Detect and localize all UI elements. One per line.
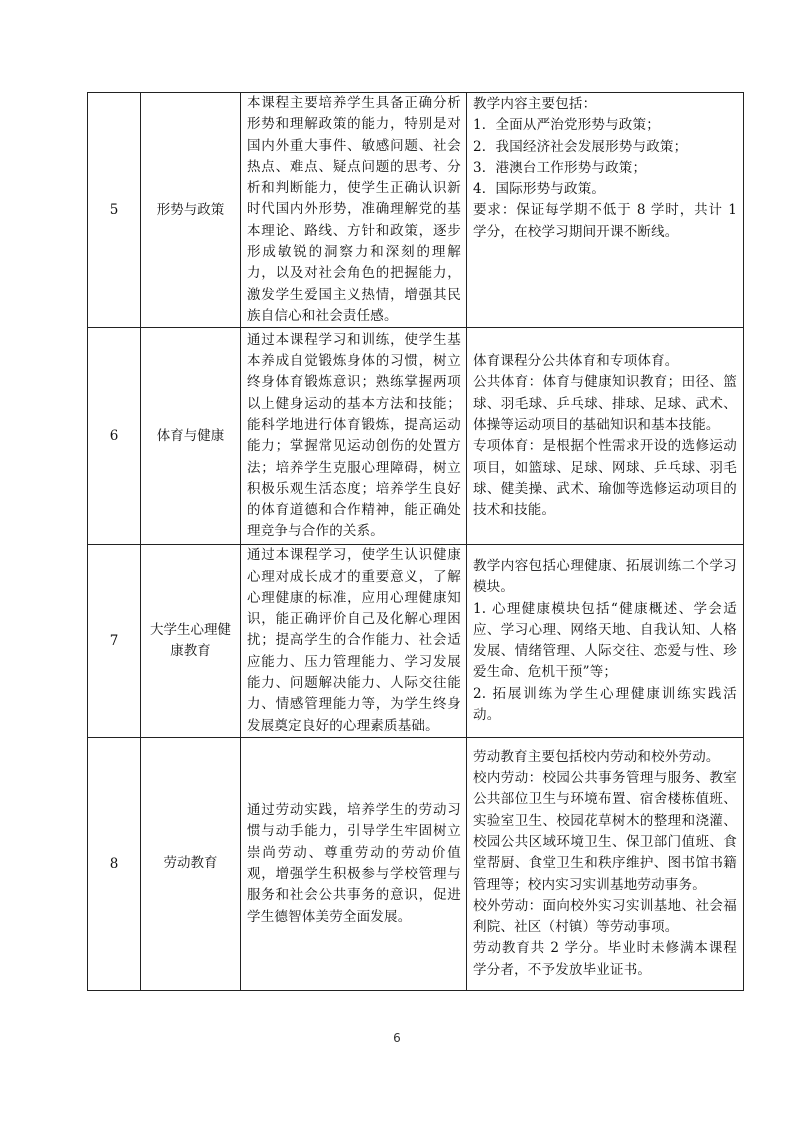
course-goal-cell: [241, 328, 467, 545]
content-line: 校内劳动：校园公共事务管理与服务、教室公共部位卫生与环境布置、宿舍楼栋值班、实验室卫生、校园花草树木的整理和浇灌、校园公共区域环境卫生、保卫部门值班、食堂帮厨、食堂卫生和秩序维护、图书馆书籍管理等；校内实习实训基地劳动事务。: [473, 770, 737, 893]
course-number: 7: [88, 545, 141, 738]
course-content: [467, 93, 743, 243]
table-row: [88, 737, 744, 990]
course-table: [87, 92, 744, 991]
course-content-cell: [467, 737, 744, 990]
course-name: 大学生心理健康教育: [141, 545, 241, 738]
table-row: [88, 328, 744, 545]
content-line: 2．我国经济社会发展形势与政策；: [473, 138, 688, 155]
content-line: 1. 心理健康模块包括“健康概述、学会适应、学习心理、网络天地、自我认知、人格发展、情绪管理、人际交往、恋爱与性、珍爱生命、危机干预”等；: [473, 600, 737, 681]
content-line: 体育课程分公共体育和专项体育。: [473, 353, 679, 370]
content-line: 教学内容包括心理健康、拓展训练二个学习模块。: [473, 557, 737, 596]
content-line: 校外劳动：面向校外实习实训基地、社会福利院、社区（村镇）等劳动事项。: [473, 897, 737, 936]
content-line: 专项体育：是根据个性需求开设的选修运动项目，如篮球、足球、网球、乒乓球、羽毛球、健美操、武术、瑜伽等选修运动项目的技术和技能。: [473, 438, 737, 519]
course-name: 劳动教育: [141, 737, 241, 990]
course-name: 形势与政策: [141, 93, 241, 328]
course-content-cell: [467, 93, 744, 328]
course-goal: 通过劳动实践，培养学生的劳动习惯与动手能力，引导学生牢固树立崇尚劳动、尊重劳动的劳动价值观，增强学生积极参与学校管理与服务和社会公共事务的意识，促进学生德智体美劳全面发展。: [247, 802, 461, 925]
content-line: 劳动教育主要包括校内劳动和校外劳动。: [473, 748, 720, 765]
course-content-cell: [467, 328, 744, 545]
course-goal: 本课程主要培养学生具备正确分析形势和理解政策的能力，特别是对国内外重大事件、敏感问题、社会热点、难点、疑点问题的思考、分析和判断能力，使学生正确认识新时代国内外形势，准确理解党的基本理论、路线、方针和政策，逐步形成敏锐的洞察力和深刻的理解力，以及对社会角色的把握能力，激发学生爱国主义热情，增强其民族自信心和社会责任感。: [247, 95, 461, 324]
course-number: 8: [88, 737, 141, 990]
content-line: 劳动教育共 2 学分。毕业时未修满本课程学分者，不予发放毕业证书。: [473, 940, 737, 978]
course-number: 5: [88, 93, 141, 328]
course-goal-cell: [241, 737, 467, 990]
course-goal: 通过本课程学习和训练，使学生基本养成自觉锻炼身体的习惯，树立终身体育锻炼意识；熟练掌握两项以上健身运动的基本方法和技能；能科学地进行体育锻炼，提高运动能力；掌握常见运动创伤的处置方法；培养学生克服心理障碍，树立积极乐观生活态度；培养学生良好的体育道德和合作精神，能正确处理竞争与合作的关系。: [247, 331, 461, 540]
course-number: 6: [88, 328, 141, 545]
course-goal-cell: [241, 545, 467, 738]
course-content: [467, 556, 743, 726]
course-content: [467, 747, 743, 981]
table-row: [88, 545, 744, 738]
course-content: [467, 351, 743, 521]
course-goal: 通过本课程学习，使学生认识健康心理对成长成才的重要意义，了解心理健康的标准，应用心理健康知识，能正确评价自己及化解心理困扰；提高学生的合作能力、社会适应能力、压力管理能力、学习发展能力、问题解决能力、人际交往能力、情感管理能力等，为学生终身发展奠定良好的心理素质基础。: [247, 547, 461, 734]
content-line: 3．港澳台工作形势与政策；: [473, 159, 647, 176]
content-line: 公共体育：体育与健康知识教育；田径、篮球、羽毛球、乒乓球、排球、足球、武术、体操等运动项目的基础知识和基本技能。: [473, 374, 737, 433]
course-goal-cell: [241, 93, 467, 328]
content-line: 4．国际形势与政策。: [473, 181, 606, 198]
table-row: [88, 93, 744, 328]
content-line: 教学内容主要包括：: [473, 96, 597, 112]
page-number: 6: [393, 1031, 401, 1045]
course-name: 体育与健康: [141, 328, 241, 545]
content-line: 要求：保证每学期不低于 8 学时，共计 1 学分，在校学习期间开课不断线。: [473, 202, 737, 240]
content-line: 1．全面从严治党形势与政策；: [473, 117, 660, 134]
content-line: 2. 拓展训练为学生心理健康训练实践活动。: [473, 685, 737, 723]
course-content-cell: [467, 545, 744, 738]
